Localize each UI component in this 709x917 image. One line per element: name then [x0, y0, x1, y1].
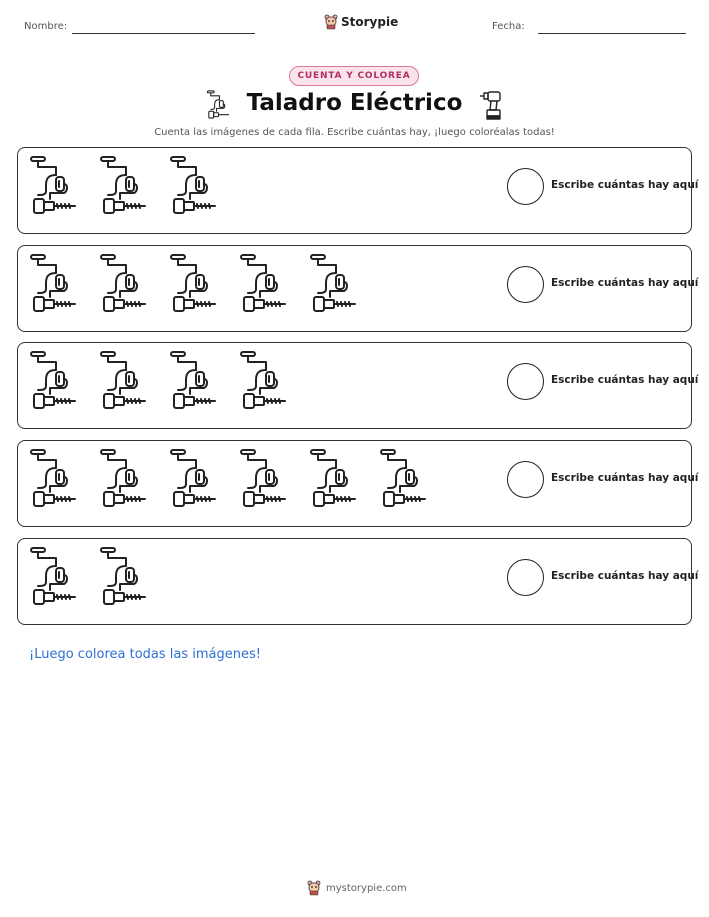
power-drill-icon [478, 90, 504, 120]
hand-drill-icon[interactable] [238, 350, 288, 412]
drill-group [28, 448, 428, 510]
hand-drill-icon[interactable] [28, 350, 78, 412]
hand-drill-icon[interactable] [308, 448, 358, 510]
hand-drill-icon[interactable] [168, 155, 218, 217]
drill-group [28, 253, 358, 315]
drill-group [28, 155, 218, 217]
page-title: Taladro Eléctrico [246, 90, 463, 116]
answer-circle[interactable] [507, 461, 544, 498]
hand-drill-icon[interactable] [238, 448, 288, 510]
count-row [17, 440, 699, 527]
hand-drill-icon[interactable] [28, 546, 78, 608]
date-label: Fecha: [492, 21, 525, 32]
hand-drill-icon[interactable] [98, 253, 148, 315]
hand-drill-icon[interactable] [238, 253, 288, 315]
answer-circle[interactable] [507, 168, 544, 205]
answer-prompt: Escribe cuántas hay aquí [551, 374, 699, 386]
hand-drill-icon[interactable] [98, 350, 148, 412]
hand-drill-icon[interactable] [98, 546, 148, 608]
count-row [17, 147, 699, 234]
footer-instruction: ¡Luego colorea todas las imágenes! [29, 647, 261, 662]
footer-site [307, 880, 407, 896]
answer-circle[interactable] [507, 363, 544, 400]
answer-prompt: Escribe cuántas hay aquí [551, 179, 699, 191]
brand-name: Storypie [341, 15, 399, 29]
answer-prompt: Escribe cuántas hay aquí [551, 570, 699, 582]
answer-circle[interactable] [507, 559, 544, 596]
name-field-line[interactable] [72, 33, 255, 34]
date-field-line[interactable] [538, 33, 686, 34]
hand-drill-icon[interactable] [168, 448, 218, 510]
name-label: Nombre: [24, 21, 68, 32]
hand-drill-icon[interactable] [378, 448, 428, 510]
count-row [17, 245, 699, 332]
hand-drill-icon[interactable] [308, 253, 358, 315]
hand-drill-icon[interactable] [28, 253, 78, 315]
drill-group [28, 546, 148, 608]
hand-drill-icon[interactable] [98, 155, 148, 217]
storypie-mascot-icon [307, 880, 321, 896]
storypie-mascot-icon [324, 14, 338, 30]
drill-group [28, 350, 288, 412]
activity-badge: CUENTA Y COLOREA [289, 66, 419, 86]
hand-drill-icon[interactable] [28, 155, 78, 217]
answer-prompt: Escribe cuántas hay aquí [551, 472, 699, 484]
brand-logo [324, 14, 398, 30]
hand-drill-icon[interactable] [168, 350, 218, 412]
answer-circle[interactable] [507, 266, 544, 303]
count-row [17, 538, 699, 625]
hand-drill-icon[interactable] [168, 253, 218, 315]
count-row [17, 342, 699, 429]
footer-site-url[interactable]: mystorypie.com [326, 882, 407, 894]
answer-prompt: Escribe cuántas hay aquí [551, 277, 699, 289]
hand-drill-icon[interactable] [28, 448, 78, 510]
instructions-text: Cuenta las imágenes de cada fila. Escribe cuántas hay, ¡luego coloréalas todas! [154, 127, 555, 138]
hand-drill-icon[interactable] [98, 448, 148, 510]
